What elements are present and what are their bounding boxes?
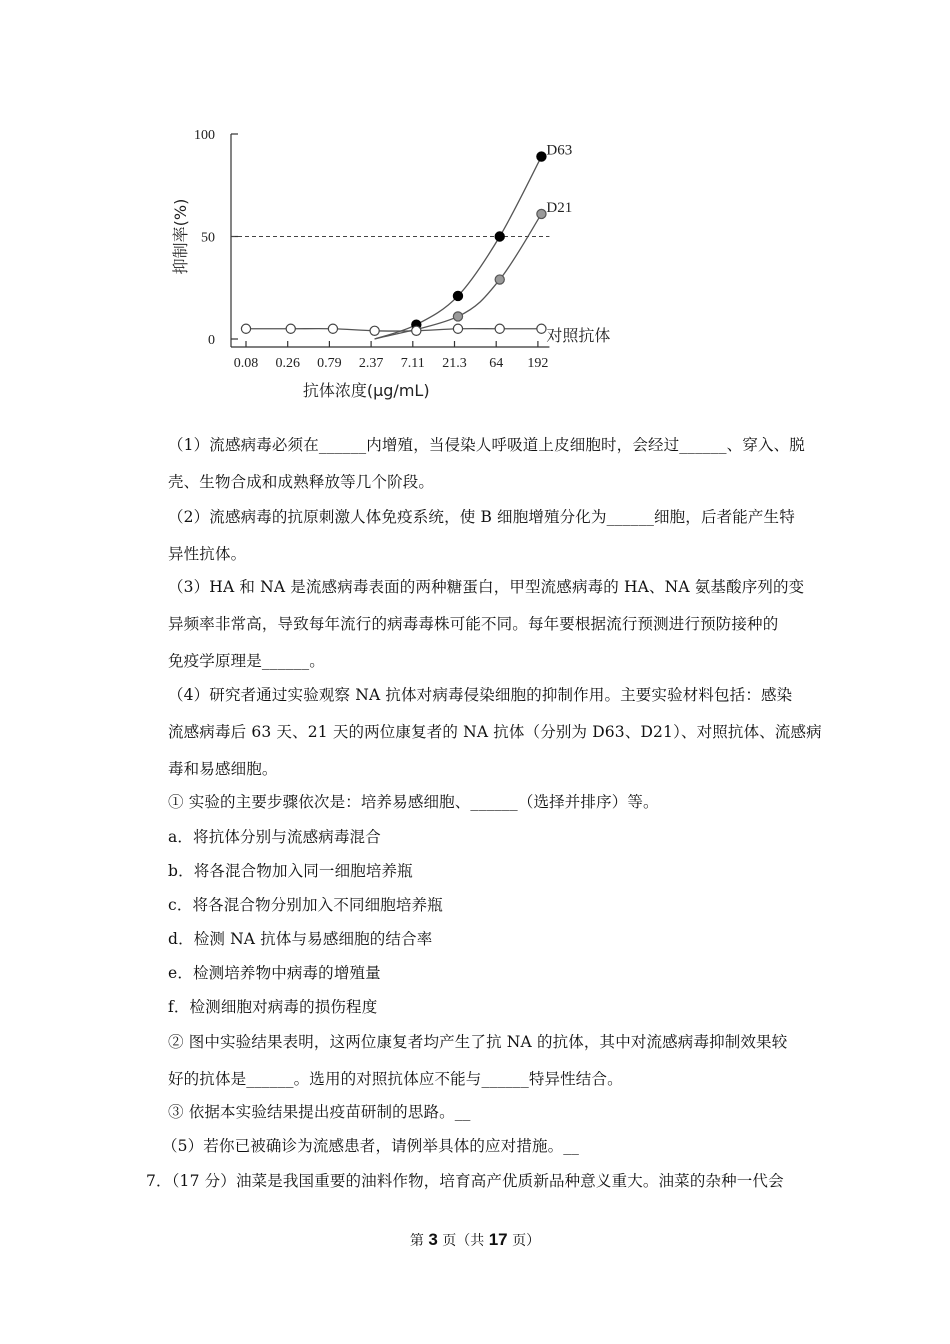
text-line: （4）研究者通过实验观察 NA 抗体对病毒侵染细胞的抑制作用。主要实验材料包括：感染 [168, 686, 793, 704]
x-tick-label: 0.08 [233, 356, 259, 371]
series-label: D21 [546, 199, 573, 216]
footer-mid: 页（共 [442, 1233, 485, 1249]
text-line: 免疫学原理是______。 [168, 652, 325, 670]
y-tick-label: 50 [201, 230, 215, 246]
x-tick-label: 21.3 [442, 356, 467, 371]
data-point-D63 [495, 232, 504, 241]
text-line: ① 实验的主要步骤依次是：培养易感细胞、______（选择并排序）等。 [168, 793, 659, 811]
data-point-对照抗体 [286, 324, 295, 333]
x-tick-label: 192 [527, 356, 549, 371]
x-tick-label: 7.11 [400, 356, 425, 371]
y-tick-label: 100 [194, 128, 215, 143]
text-line: a．将抗体分别与流感病毒混合 [168, 828, 381, 846]
text-line: ③ 依据本实验结果提出疫苗研制的思路。__ [168, 1103, 471, 1121]
page-footer [0, 1230, 950, 1250]
x-tick-label: 0.26 [275, 356, 300, 371]
text-line: （2）流感病毒的抗原刺激人体免疫系统，使 B 细胞增殖分化为______细胞，后者能产生特 [168, 508, 795, 526]
data-point-对照抗体 [370, 326, 379, 335]
text-line: （1）流感病毒必须在______内增殖，当侵染人呼吸道上皮细胞时，会经过______、穿入、脱 [168, 436, 805, 454]
data-point-对照抗体 [412, 326, 421, 335]
text-line: 异频率非常高，导致每年流行的病毒毒株可能不同。每年要根据流行预测进行预防接种的 [168, 615, 779, 633]
series-label: D63 [546, 142, 573, 159]
data-point-对照抗体 [453, 324, 462, 333]
chart-labels [171, 128, 610, 400]
x-tick-label: 64 [489, 356, 504, 371]
chart-curves [241, 152, 546, 339]
data-point-对照抗体 [241, 324, 250, 333]
footer-pre: 第 [409, 1233, 424, 1249]
text-line: 毒和易感细胞。 [168, 760, 278, 778]
data-point-对照抗体 [495, 324, 504, 333]
data-point-对照抗体 [537, 324, 546, 333]
text-line: （5）若你已被确诊为流感患者，请例举具体的应对措施。__ [162, 1137, 580, 1155]
data-point-对照抗体 [328, 324, 337, 333]
data-point-D63 [453, 291, 462, 300]
text-line: （3）HA 和 NA 是流感病毒表面的两种糖蛋白，甲型流感病毒的 HA、NA 氨基酸序列的变 [168, 578, 805, 596]
series-label: 对照抗体 [546, 325, 611, 345]
text-line: 流感病毒后 63 天、21 天的两位康复者的 NA 抗体（分别为 D63、D21）、对照抗体、流感病 [168, 723, 822, 741]
x-tick-label: 2.37 [358, 356, 384, 371]
footer-page-number: 3 [428, 1230, 438, 1249]
data-point-D21 [453, 312, 462, 321]
y-tick-label: 0 [208, 333, 215, 348]
y-axis-label: 抑制率(%) [171, 198, 190, 275]
text-line: b．将各混合物加入同一细胞培养瓶 [168, 862, 413, 880]
text-line: d．检测 NA 抗体与易感细胞的结合率 [168, 930, 433, 948]
text-line: 异性抗体。 [168, 545, 247, 563]
text-line: 壳、生物合成和成熟释放等几个阶段。 [168, 473, 435, 491]
text-line: f．检测细胞对病毒的损伤程度 [168, 998, 378, 1016]
text-line: c．将各混合物分别加入不同细胞培养瓶 [168, 896, 443, 914]
data-point-D63 [537, 152, 546, 161]
footer-post: 页） [512, 1233, 541, 1249]
text-line: 好的抗体是______。选用的对照抗体应不能与______特异性结合。 [168, 1070, 623, 1088]
x-axis-label: 抗体浓度(μg/mL) [302, 381, 430, 400]
data-point-D21 [537, 209, 546, 218]
text-line: ② 图中实验结果表明，这两位康复者均产生了抗 NA 的抗体，其中对流感病毒抑制效果较 [168, 1033, 788, 1051]
x-tick-label: 0.79 [317, 356, 342, 371]
data-point-D21 [495, 275, 504, 284]
question-7-intro: 7．（17 分）油菜是我国重要的油料作物，培育高产优质新品种意义重大。油菜的杂种一代会 [146, 1172, 784, 1190]
inhibition-chart [160, 118, 630, 408]
text-line: e．检测培养物中病毒的增殖量 [168, 964, 381, 982]
footer-page-total: 17 [488, 1230, 508, 1249]
